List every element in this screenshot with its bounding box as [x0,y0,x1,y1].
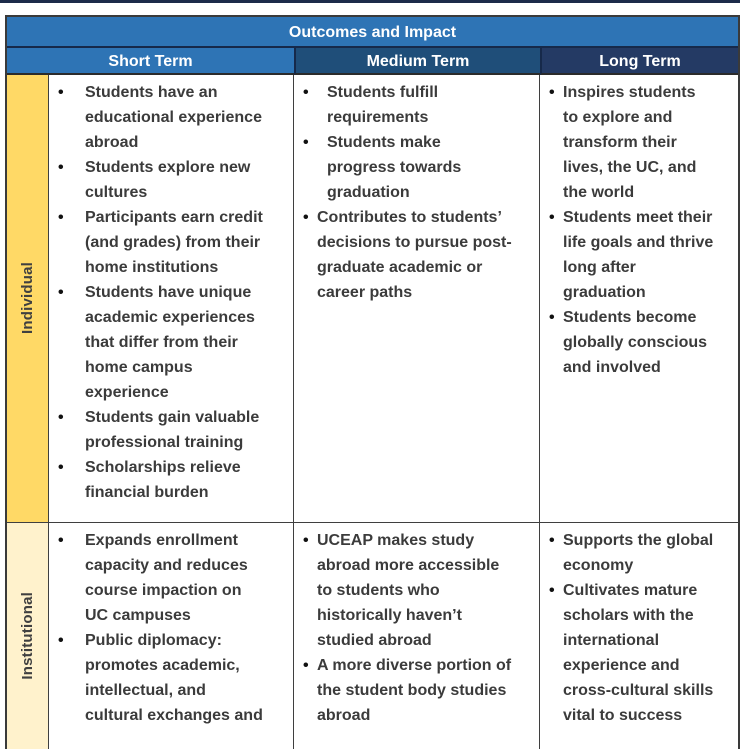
bullet-icon: • [303,532,309,549]
bullet-icon: • [549,309,555,326]
list-item-text: Students make progress towards graduation [327,134,462,201]
bullet-icon: • [58,84,64,101]
list-item [58,80,264,155]
row-header-individual [7,75,49,523]
column-header-medium-term: Medium Term [294,48,540,75]
list-item [58,455,264,505]
bullet-icon: • [549,532,555,549]
bullet-icon: • [549,582,555,599]
bullet-icon: • [58,459,64,476]
list-item [549,578,715,728]
list-item-text: Students meet their life goals and thrive long after graduation [563,209,714,301]
bullet-icon: • [303,134,309,151]
cell-institutional-long-term [540,523,738,749]
bullet-list [49,75,293,505]
bullet-icon: • [58,632,64,649]
list-item-text: Inspires students to explore and transform their lives, the UC, and the world [563,84,697,201]
list-item [303,205,513,305]
cell-individual-medium-term [294,75,540,523]
list-item [303,528,513,653]
list-item-text: Participants earn credit (and grades) from their home institutions [85,209,263,276]
list-item-text: Cultivates mature scholars with the international experience and cross-cultural skills vital to success [563,582,714,724]
cell-individual-long-term [540,75,738,523]
bullet-list [294,523,539,728]
column-header-long-term: Long Term [540,48,738,75]
list-item [303,130,513,205]
list-item [58,528,264,628]
bullet-icon: • [58,409,64,426]
cell-institutional-short-term [49,523,294,749]
list-item [549,305,715,380]
bullet-icon: • [303,657,309,674]
list-item-text: Students have unique academic experiences that differ from their home campus experience [85,284,255,401]
bullet-icon: • [303,84,309,101]
cell-institutional-medium-term [294,523,540,749]
list-item [58,205,264,280]
bullet-list [294,75,539,305]
list-item [549,528,715,578]
list-item-text: Students fulfill requirements [327,84,439,126]
list-item-text: Expands enrollment capacity and reduces course impaction on UC campuses [85,532,248,624]
row-label-institutional: Institutional [19,592,36,680]
bullet-icon: • [58,532,64,549]
list-item [58,628,264,728]
bullet-icon: • [549,209,555,226]
bullet-icon: • [58,284,64,301]
bullet-list [540,75,738,380]
list-item [58,280,264,405]
list-item [58,155,264,205]
row-header-institutional [7,523,49,749]
page-top-rule [0,0,740,3]
list-item-text: Students become globally conscious and involved [563,309,708,376]
bullet-icon: • [303,209,309,226]
bullet-icon: • [58,209,64,226]
row-label-individual: Individual [19,262,36,335]
column-header-short-term: Short Term [7,48,294,75]
list-item [303,653,513,728]
list-item-text: Scholarships relieve financial burden [85,459,241,501]
list-item-text: Students explore new cultures [85,159,251,201]
list-item-text: Students have an educational experience abroad [85,84,262,151]
list-item [303,80,513,130]
bullet-list [540,523,738,728]
list-item-text: Students gain valuable professional training [85,409,260,451]
bullet-list [49,523,293,728]
list-item-text: Contributes to students’ decisions to pursue post-graduate academic or career paths [317,209,512,301]
bullet-icon: • [549,84,555,101]
cell-individual-short-term [49,75,294,523]
list-item-text: UCEAP makes study abroad more accessible to students who historically haven’t studied abroad [317,532,500,649]
outcomes-impact-table [5,15,740,749]
list-item-text: A more diverse portion of the student body studies abroad [317,657,512,724]
list-item-text: Supports the global economy [563,532,714,574]
table-title: Outcomes and Impact [7,17,738,48]
bullet-icon: • [58,159,64,176]
list-item-text: Public diplomacy: promotes academic, intellectual, and cultural exchanges and [85,632,263,724]
list-item [549,80,715,205]
list-item [58,405,264,455]
list-item [549,205,715,305]
